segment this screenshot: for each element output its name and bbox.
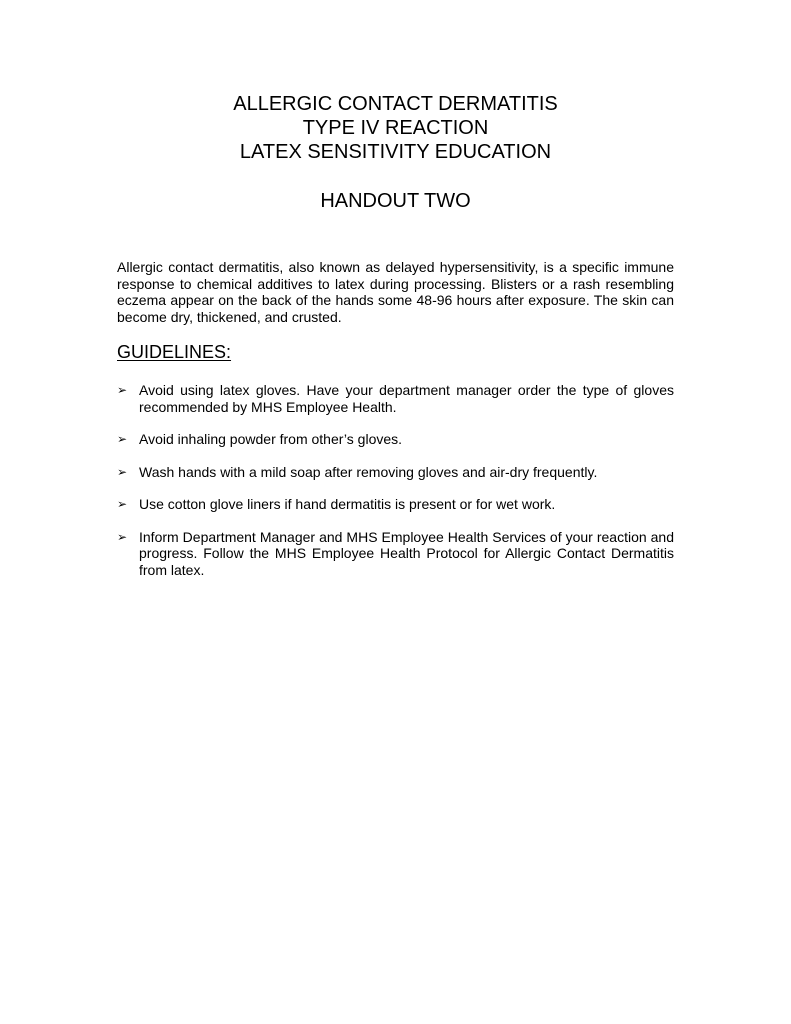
arrow-bullet-icon: ➢ xyxy=(117,497,128,511)
guideline-item xyxy=(117,382,674,415)
guideline-text: Inform Department Manager and MHS Employee Health Services of your reaction and progress. Follow the MHS Employee Health Protocol for Allergic Contact Dermatitis from latex. xyxy=(139,528,674,578)
document-title xyxy=(0,92,791,164)
guideline-item xyxy=(117,529,674,579)
guideline-text: Wash hands with a mild soap after removing gloves and air-dry frequently. xyxy=(139,463,598,480)
guideline-text: Avoid using latex gloves. Have your department manager order the type of gloves recommended by MHS Employee Health. xyxy=(139,382,674,415)
guideline-text: Avoid inhaling powder from other’s gloves. xyxy=(139,431,403,447)
arrow-bullet-icon: ➢ xyxy=(117,529,128,544)
guidelines-heading: GUIDELINES: xyxy=(117,342,232,362)
guidelines-list xyxy=(117,382,674,594)
arrow-bullet-icon: ➢ xyxy=(117,464,128,479)
title-line: LATEX SENSITIVITY EDUCATION xyxy=(239,141,552,163)
title-line: ALLERGIC CONTACT DERMATITIS xyxy=(233,93,558,115)
handout-subtitle: HANDOUT TWO xyxy=(320,190,471,212)
arrow-bullet-icon: ➢ xyxy=(117,432,128,446)
intro-paragraph: Allergic contact dermatitis, also known as delayed hypersensitivity, is a specific immune response to chemical additives to latex during processing. Blisters or a rash resembling eczema appear on the back of the hands some 48-96 hours after exposure. The skin can become dry, thickened, and crusted. xyxy=(117,259,674,325)
guideline-item xyxy=(117,496,674,513)
title-line: TYPE IV REACTION xyxy=(302,117,489,139)
arrow-bullet-icon: ➢ xyxy=(117,383,128,397)
guideline-item xyxy=(117,431,674,448)
guideline-item xyxy=(117,464,674,481)
guideline-text: Use cotton glove liners if hand dermatitis is present or for wet work. xyxy=(139,496,556,512)
